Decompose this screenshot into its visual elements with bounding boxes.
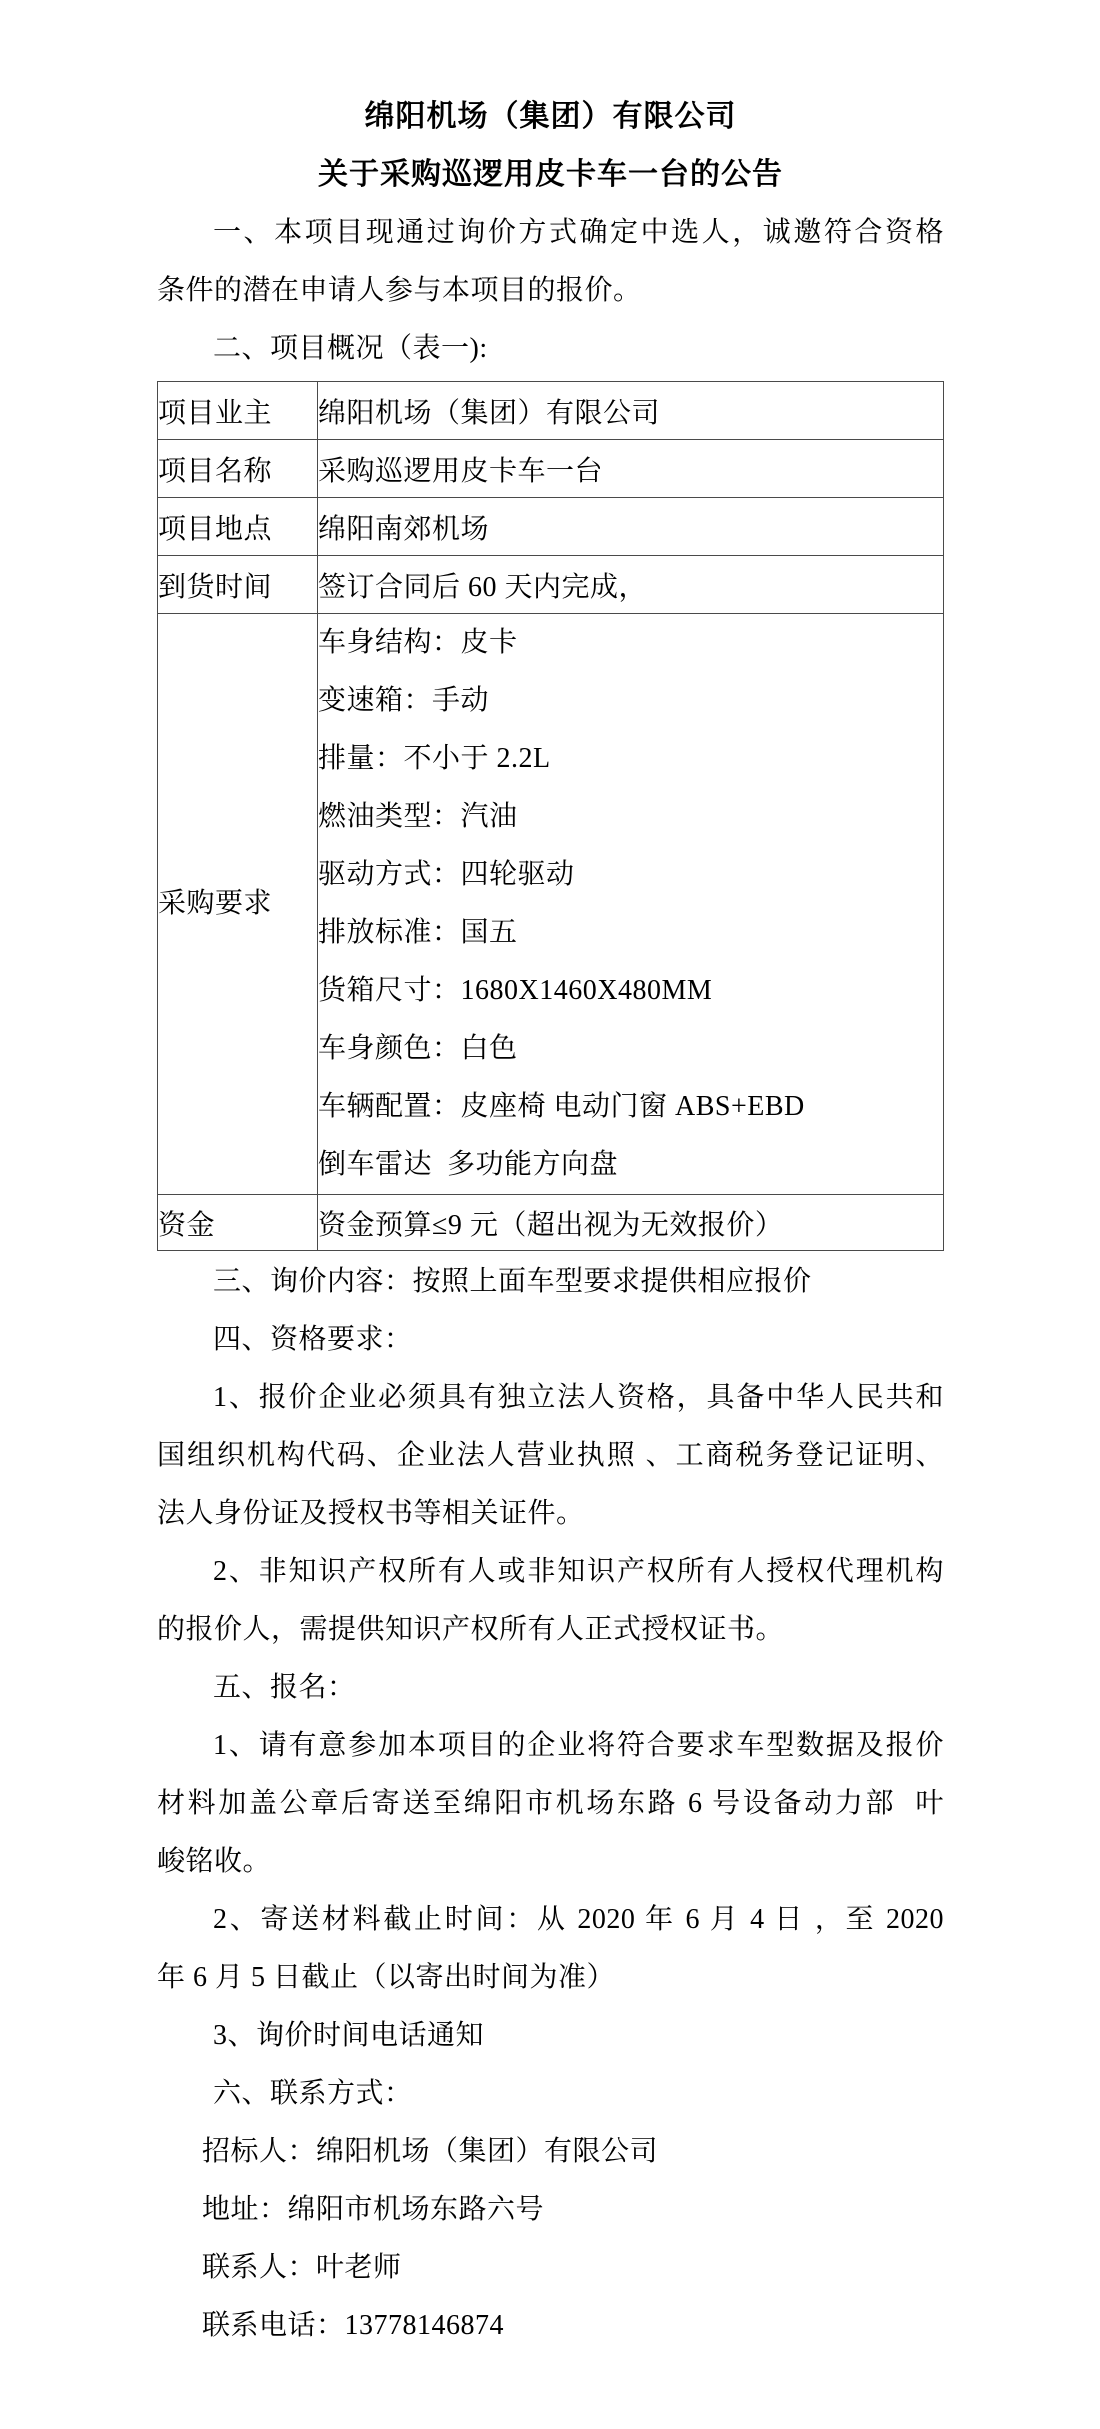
table-row (158, 556, 944, 614)
table-label-cell: 资金 (158, 1195, 318, 1251)
section-heading-qualification: 四、资格要求： (213, 1324, 413, 1355)
body-line: 峻铭收。 (157, 1846, 272, 1877)
requirement-line: 变速箱：手动 (318, 685, 490, 716)
requirement-line: 排量：不小于 2.2L (318, 743, 551, 774)
table-row (158, 382, 944, 440)
intro-paragraph-line: 一、本项目现通过询价方式确定中选人，诚邀符合资格 (213, 217, 944, 248)
body-line: 国组织机构代码、企业法人营业执照 、工商税务登记证明、 (157, 1440, 944, 1471)
table-label-cell: 到货时间 (158, 556, 318, 614)
body-line: 1、报价企业必须具有独立法人资格，具备中华人民共和 (213, 1382, 944, 1413)
requirement-line: 驱动方式：四轮驱动 (318, 859, 575, 890)
table-label-cell: 项目地点 (158, 498, 318, 556)
requirement-line: 车辆配置：皮座椅 电动门窗 ABS+EBD (318, 1091, 805, 1122)
table-value-cell: 绵阳机场（集团）有限公司 (318, 382, 944, 440)
section-heading-inquiry: 三、询价内容：按照上面车型要求提供相应报价 (213, 1266, 812, 1297)
table-row (158, 498, 944, 556)
table-value-cell (318, 614, 944, 1195)
document-subtitle: 关于采购巡逻用皮卡车一台的公告 (318, 158, 783, 191)
requirement-line: 燃油类型：汽油 (318, 801, 518, 832)
body-line: 年 6 月 5 日截止（以寄出时间为准） (157, 1962, 616, 1993)
requirement-line: 倒车雷达 多功能方向盘 (318, 1149, 619, 1180)
table-value-cell: 签订合同后 60 天内完成， (318, 556, 944, 614)
section-heading-contact: 六、联系方式： (213, 2078, 413, 2109)
table-value-cell: 采购巡逻用皮卡车一台 (318, 440, 944, 498)
table-value-cell: 绵阳南郊机场 (318, 498, 944, 556)
requirement-line: 排放标准：国五 (318, 917, 518, 948)
contact-line-phone: 联系电话：13778146874 (202, 2310, 505, 2341)
section-heading-registration: 五、报名： (213, 1672, 356, 1703)
document-title: 绵阳机场（集团）有限公司 (364, 100, 737, 133)
table-value-cell: 资金预算≤9 元（超出视为无效报价） (318, 1195, 944, 1251)
body-line: 法人身份证及授权书等相关证件。 (157, 1498, 585, 1529)
contact-line-tenderee: 招标人：绵阳机场（集团）有限公司 (202, 2136, 659, 2167)
table-label-cell (158, 614, 318, 1195)
requirement-line: 货箱尺寸：1680X1460X480MM (318, 975, 713, 1006)
body-line: 2、非知识产权所有人或非知识产权所有人授权代理机构 (213, 1556, 944, 1587)
contact-line-address: 地址：绵阳市机场东路六号 (202, 2194, 545, 2225)
body-line: 的报价人，需提供知识产权所有人正式授权证书。 (157, 1614, 785, 1645)
table-label-text: 采购要求 (158, 888, 273, 919)
table-row-budget (158, 1195, 944, 1251)
intro-paragraph-line: 条件的潜在申请人参与本项目的报价。 (157, 275, 642, 306)
requirement-line: 车身结构：皮卡 (318, 627, 518, 658)
body-line: 材料加盖公章后寄送至绵阳市机场东路 6 号设备动力部 叶 (157, 1788, 944, 1819)
section-heading-overview: 二、项目概况（表一): (213, 333, 488, 364)
body-line: 3、询价时间电话通知 (213, 2020, 485, 2051)
body-line: 1、请有意参加本项目的企业将符合要求车型数据及报价 (213, 1730, 944, 1761)
contact-line-person: 联系人：叶老师 (202, 2252, 402, 2283)
project-overview-table (157, 381, 944, 1251)
table-row-requirements (158, 614, 944, 1195)
table-row (158, 440, 944, 498)
table-label-cell: 项目名称 (158, 440, 318, 498)
table-label-cell: 项目业主 (158, 382, 318, 440)
requirement-line: 车身颜色：白色 (318, 1033, 518, 1064)
body-line: 2、寄送材料截止时间：从 2020 年 6 月 4 日 ，至 2020 (213, 1904, 944, 1935)
